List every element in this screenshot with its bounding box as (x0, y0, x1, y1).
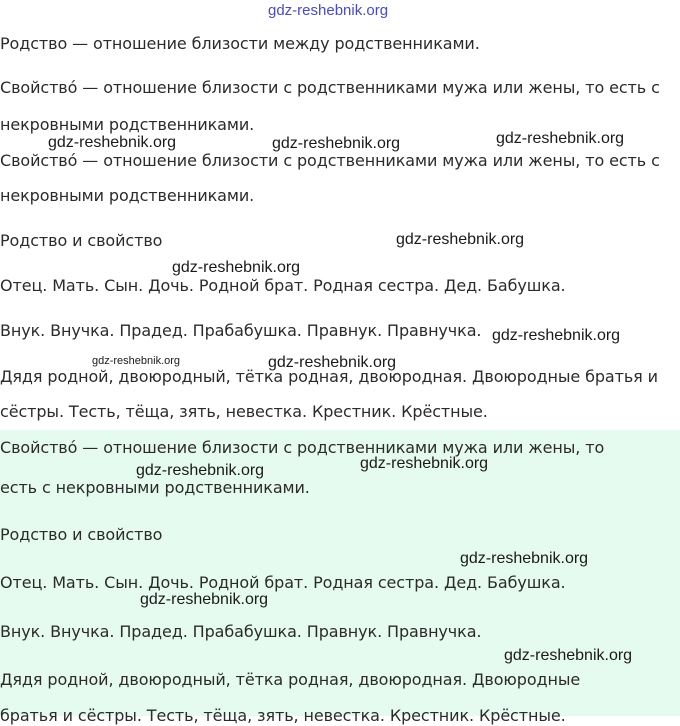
relatives-list-3-cont: сёстры. Тесть, тёща, зять, невестка. Крестник. Крёстные. (0, 402, 488, 421)
watermark: gdz-reshebnik.org (172, 259, 301, 276)
watermark: gdz-reshebnik.org (360, 455, 489, 472)
relatives-list-2-green: Внук. Внучка. Прадед. Прабабушка. Правнук. Правнучка. (0, 622, 482, 641)
relatives-list-3: Дядя родной, двоюродный, тётка родная, двоюродная. Двоюродные братья и (0, 367, 658, 386)
section-heading: Родство и свойство (0, 231, 163, 250)
watermark: gdz-reshebnik.org (460, 550, 589, 567)
definition-affinity-green: Свойствó — отношение близости с родственниками мужа или жены, то (0, 438, 605, 457)
relatives-list-3-green: Дядя родной, двоюродный, тётка родная, двоюродная. Двоюродные (0, 670, 581, 689)
section-heading-green: Родство и свойство (0, 525, 163, 544)
definition-affinity-green-cont: есть с некровными родственниками. (0, 478, 310, 497)
watermark: gdz-reshebnik.org (92, 355, 181, 367)
watermark: gdz-reshebnik.org (48, 134, 177, 151)
relatives-list-1-green: Отец. Мать. Сын. Дочь. Родной брат. Родная сестра. Дед. Бабушка. (0, 573, 566, 592)
definition-affinity-cont: некровными родственниками. (0, 115, 255, 134)
watermark: gdz-reshebnik.org (496, 130, 625, 147)
watermark: gdz-reshebnik.org (268, 354, 397, 371)
watermark: gdz-reshebnik.org (396, 231, 525, 248)
watermark: gdz-reshebnik.org (272, 135, 401, 152)
relatives-list-2: Внук. Внучка. Прадед. Прабабушка. Правнук. Правнучка. (0, 321, 482, 340)
watermark: gdz-reshebnik.org (140, 591, 269, 608)
relatives-list-1: Отец. Мать. Сын. Дочь. Родной брат. Родная сестра. Дед. Бабушка. (0, 276, 566, 295)
watermark: gdz-reshebnik.org (136, 462, 265, 479)
definition-affinity-repeat: Свойствó — отношение близости с родственниками мужа или жены, то есть с (0, 151, 660, 170)
watermark: gdz-reshebnik.org (492, 327, 621, 344)
definition-affinity: Свойствó — отношение близости с родственниками мужа или жены, то есть с (0, 78, 660, 97)
definition-kinship: Родство — отношение близости между родственниками. (0, 34, 480, 53)
relatives-list-3-green-cont: братья и сёстры. Тесть, тёща, зять, невестка. Крестник. Крёстные. (0, 706, 566, 725)
definition-affinity-repeat-cont: некровными родственниками. (0, 186, 255, 205)
watermark: gdz-reshebnik.org (504, 647, 633, 664)
watermark: gdz-reshebnik.org (268, 2, 389, 19)
